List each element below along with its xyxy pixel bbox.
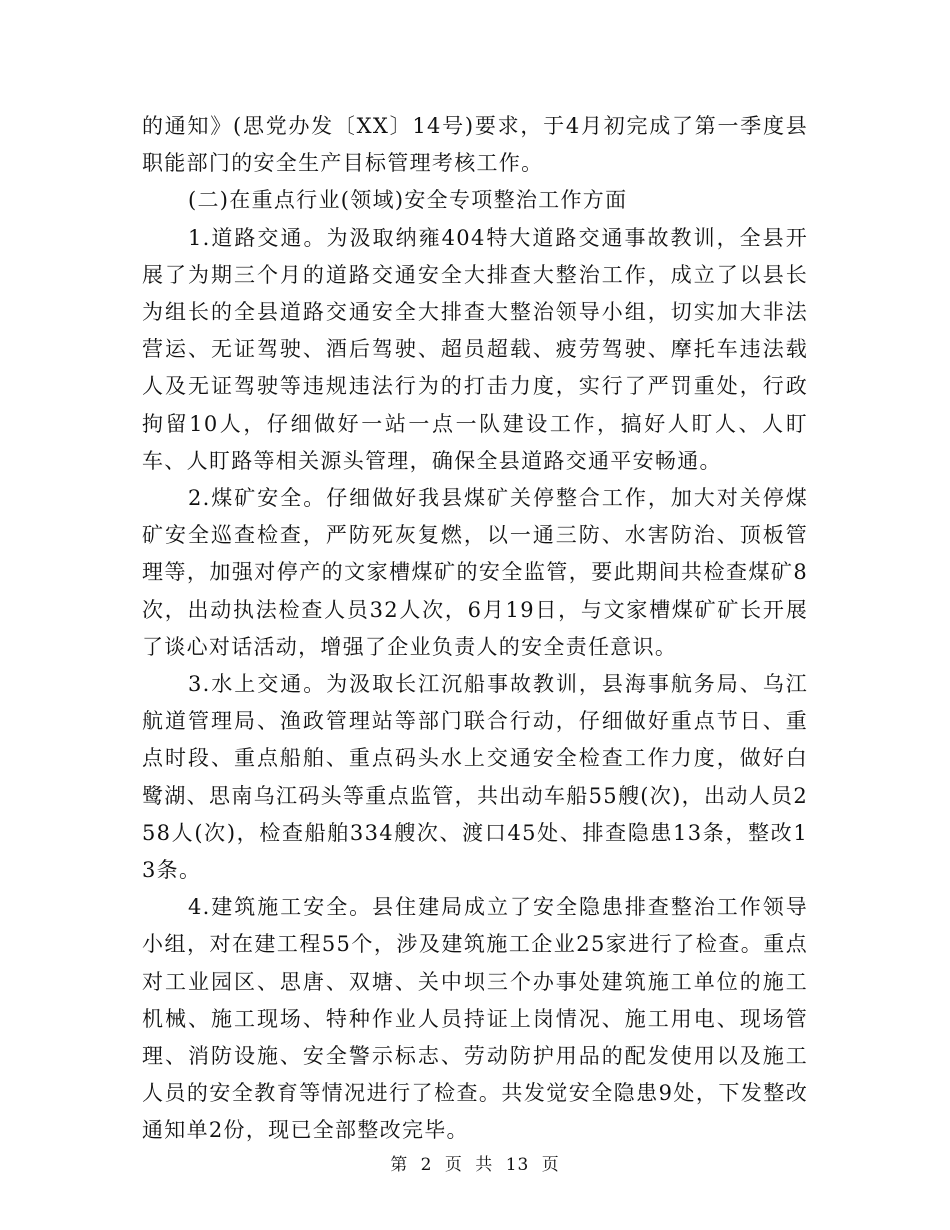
paragraph-continuation: 的通知》(思党办发〔XX〕14号)要求，于4月初完成了第一季度县职能部门的安全生产目标管理考核工作。 bbox=[142, 114, 808, 176]
page-number-footer: 第 2 页 共 13 页 bbox=[390, 1155, 560, 1175]
document-body bbox=[142, 108, 808, 1150]
section-heading: (二)在重点行业(领域)安全专项整治工作方面 bbox=[188, 188, 628, 213]
paragraph-construction-safety: 4.建筑施工安全。县住建局成立了安全隐患排查整治工作领导小组，对在建工程55个，涉及建筑施工企业25家进行了检查。重点对工业园区、思唐、双塘、关中坝三个办事处建筑施工单位的施工机械、施工现场、特种作业人员持证上岗情况、施工用电、现场管理、消防设施、安全警示标志、劳动防护用品的配发使用以及施工人员的安全教育等情况进行了检查。共发觉安全隐患9处，下发整改通知单2份，现已全部整改完毕。 bbox=[142, 895, 808, 1143]
paragraph-coal-mine-safety: 2.煤矿安全。仔细做好我县煤矿关停整合工作，加大对关停煤矿安全巡查检查，严防死灰复燃，以一通三防、水害防治、顶板管理等，加强对停产的文家槽煤矿的安全监管，要此期间共检查煤矿8次，出动执法检查人员32人次，6月19日，与文家槽煤矿矿长开展了谈心对话活动，增强了企业负责人的安全责任意识。 bbox=[142, 486, 808, 659]
paragraph-road-traffic: 1.道路交通。为汲取纳雍404特大道路交通事故教训，全县开展了为期三个月的道路交通安全大排查大整治工作，成立了以县长为组长的全县道路交通安全大排查大整治领导小组，切实加大非法营运、无证驾驶、酒后驾驶、超员超载、疲劳驾驶、摩托车违法载人及无证驾驶等违规违法行为的打击力度，实行了严罚重处，行政拘留10人，仔细做好一站一点一队建设工作，搞好人盯人、人盯车、人盯路等相关源头管理，确保全县道路交通平安畅通。 bbox=[142, 225, 808, 473]
paragraph-water-traffic: 3.水上交通。为汲取长江沉船事故教训，县海事航务局、乌江航道管理局、渔政管理站等部门联合行动，仔细做好重点节日、重点时段、重点船舶、重点码头水上交通安全检查工作力度，做好白鹭湖、思南乌江码头等重点监管，共出动车船55艘(次)，出动人员258人(次)，检查船舶334艘次、渡口45处、排查隐患13条，整改13条。 bbox=[142, 672, 808, 883]
